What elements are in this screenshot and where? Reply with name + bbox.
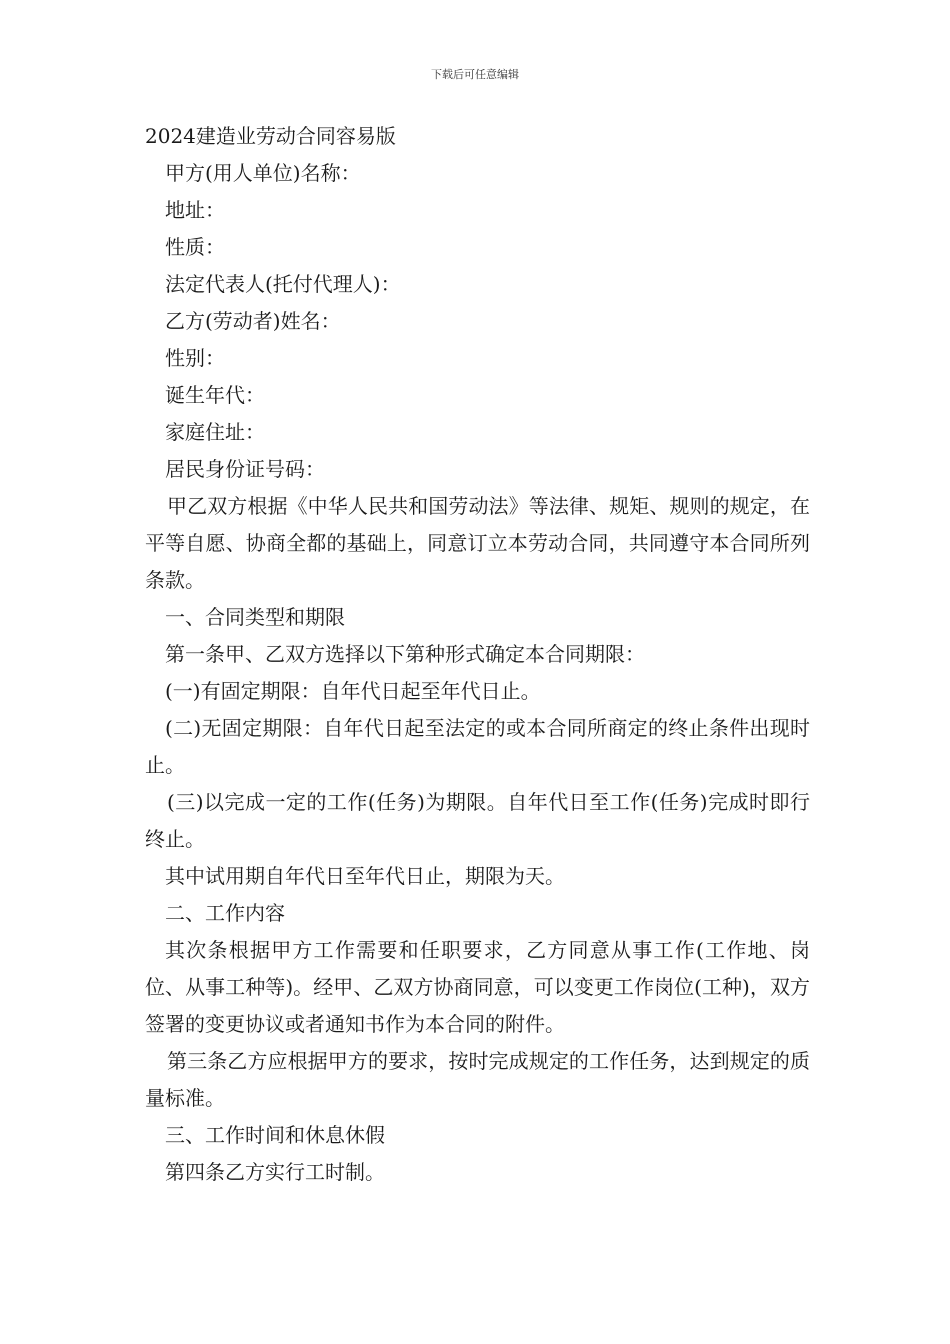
field-gender: 性别： <box>165 346 225 370</box>
option-3: (三)以完成一定的工作(任务)为期限。自年代日至工作(任务)完成时即行终止。 <box>145 790 810 851</box>
section-3-heading: 三、工作时间和休息休假 <box>165 1123 385 1147</box>
header-note: 下载后可任意编辑 <box>431 68 519 81</box>
article-1: 第一条甲、乙双方选择以下第种形式确定本合同期限： <box>165 642 645 666</box>
field-legal-representative: 法定代表人(托付代理人)： <box>165 272 401 296</box>
section-1-heading: 一、合同类型和期限 <box>165 605 345 629</box>
document-title: 2024建造业劳动合同容易版 <box>145 124 396 148</box>
field-birth-date: 诞生年代： <box>165 383 265 407</box>
document-body <box>145 118 810 1191</box>
article-2: 其次条根据甲方工作需要和任职要求，乙方同意从事工作(工作地、岗位、从事工种等)。经甲、乙双方协商同意，可以变更工作岗位(工种)，双方签署的变更协议或者通知书作为本合同的附件。 <box>145 938 810 1036</box>
field-id-number: 居民身份证号码： <box>165 457 325 481</box>
field-nature: 性质： <box>165 235 225 259</box>
field-home-address: 家庭住址： <box>165 420 265 444</box>
section-2-heading: 二、工作内容 <box>165 901 285 925</box>
probation-paragraph: 其中试用期自年代日至年代日止，期限为天。 <box>165 864 565 888</box>
option-2: (二)无固定期限：自年代日起至法定的或本合同所商定的终止条件出现时止。 <box>145 716 810 777</box>
article-3: 第三条乙方应根据甲方的要求，按时完成规定的工作任务，达到规定的质量标准。 <box>145 1049 810 1110</box>
intro-paragraph: 甲乙双方根据《中华人民共和国劳动法》等法律、规矩、规则的规定，在平等自愿、协商全都的基础上，同意订立本劳动合同，共同遵守本合同所列条款。 <box>145 494 810 592</box>
field-employee-name: 乙方(劳动者)姓名： <box>165 309 341 333</box>
article-4: 第四条乙方实行工时制。 <box>165 1160 385 1184</box>
option-1: (一)有固定期限：自年代日起至年代日止。 <box>165 679 541 703</box>
field-address: 地址： <box>165 198 225 222</box>
field-employer-name: 甲方(用人单位)名称： <box>165 161 361 185</box>
